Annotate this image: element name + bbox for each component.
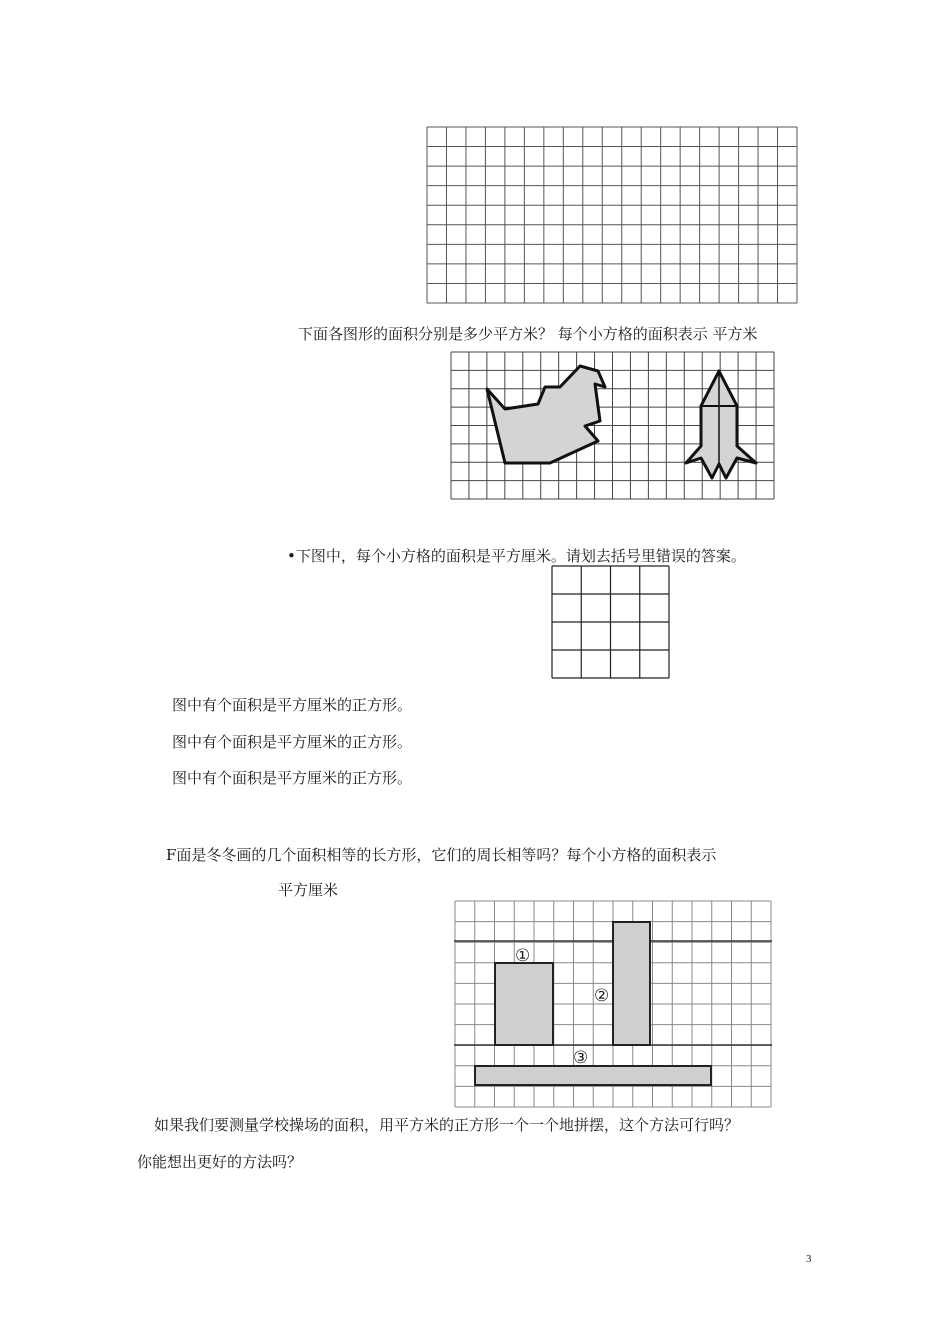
answer-line-1: 图中有个面积是平方厘米的正方形。 (172, 696, 413, 714)
empty-grid-top (426, 126, 798, 304)
rectangle-2 (613, 922, 650, 1045)
answer-line-3: 图中有个面积是平方厘米的正方形。 (172, 769, 413, 787)
rectangle-3 (475, 1066, 711, 1085)
label-3: ③ (573, 1048, 589, 1068)
shapes-grid (450, 351, 775, 500)
question-2-text: •下图中，每个小方格的面积是平方厘米。请划去括号里错误的答案。 (287, 547, 746, 565)
label-1: ① (515, 946, 531, 966)
answer-line-2: 图中有个面积是平方厘米的正方形。 (172, 733, 413, 751)
question-1-text: 下面各图形的面积分别是多少平方米？ 每个小方格的面积表示 平方米 (298, 325, 758, 343)
label-2: ② (594, 986, 610, 1006)
rectangle-1 (495, 963, 553, 1045)
question-3-unit: 平方厘米 (278, 881, 339, 899)
small-grid (551, 565, 670, 679)
question-4-text: 如果我们要测量学校操场的面积，用平方米的正方形一个一个地拼摆，这个方法可行吗？ (154, 1116, 740, 1134)
question-4-text-2: 你能想出更好的方法吗？ (137, 1153, 303, 1171)
rectangles-grid (454, 900, 772, 1108)
page-number: 3 (806, 1253, 812, 1265)
question-3-text: F面是冬冬画的几个面积相等的长方形，它们的周长相等吗？每个小方格的面积表示 (166, 846, 717, 864)
